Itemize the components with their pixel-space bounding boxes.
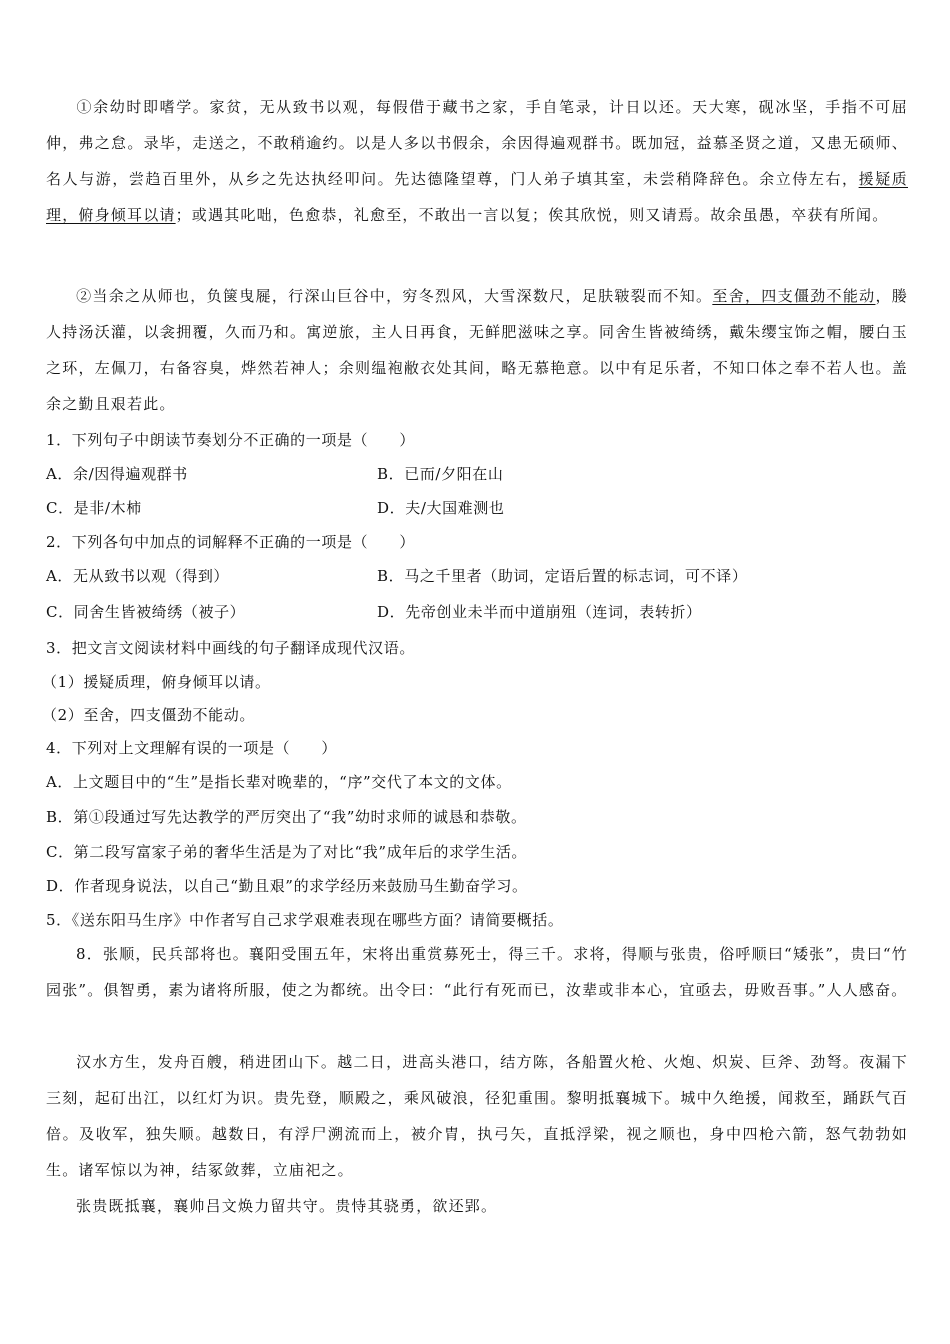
- question-4-option-a: A．上文题目中的“生”是指长辈对晚辈的，“序”交代了本文的文体。: [46, 773, 512, 791]
- question-2-option-a: A．无从致书以观（得到）: [46, 567, 230, 585]
- question-1-option-b: B．已而/夕阳在山: [377, 465, 504, 483]
- question-3-sentence-1: （1）援疑质理，俯身倾耳以请。: [42, 673, 271, 691]
- passage2-paragraph2-text: 汉水方生，发舟百艘，稍进团山下。越二日，进高头港口，结方陈，各船置火枪、火炮、炽炭、巨斧、劲弩。夜漏下三刻，起矴出江，以红灯为识。贵先登，顺殿之，乘风破浪，径犯重围。黎明抵襄城下。城中久绝援，闻救至，踊跃气百倍。及收军，独失顺。越数日，有浮尸溯流而上，被介胄，执弓矢，直抵浮梁，视之顺也，身中四枪六箭，怒气勃勃如生。诸军惊以为神，结冢敛葬，立庙祀之。: [46, 1053, 908, 1179]
- passage2-paragraph2: [46, 1044, 908, 1188]
- passage1-paragraph1-text-end: ；或遇其叱咄，色愈恭，礼愈至，不敢出一言以复；俟其欣悦，则又请焉。故余虽愚，卒获有所闻。: [175, 206, 889, 224]
- passage1-paragraph2: [46, 278, 908, 422]
- question-2-option-b: B．马之千里者（助词，定语后置的标志词，可不译）: [377, 567, 748, 585]
- question-3-stem: 3．把文言文阅读材料中画线的句子翻译成现代汉语。: [46, 639, 415, 657]
- passage2-paragraph1-text: 8．张顺，民兵部将也。襄阳受围五年，宋将出重赏募死士，得三千。求将，得顺与张贵，俗呼顺曰“矮张”，贵曰“竹园张”。俱智勇，素为诸将所服，使之为都统。出令曰：“此行有死而已，汝辈或非本心，宜亟去，毋败吾事。”人人感奋。: [46, 945, 908, 999]
- question-1-option-d: D．夫/大国难测也: [377, 499, 505, 517]
- passage1-paragraph1-text: ①余幼时即嗜学。家贫，无从致书以观，每假借于藏书之家，手自笔录，计日以还。天大寒，砚冰坚，手指不可屈伸，弗之怠。录毕，走送之，不敢稍逾约。以是人多以书假余，余因得遍观群书。既加冠，益慕圣贤之道，又患无硕师、名人与游，尝趋百里外，从乡之先达执经叩问。先达德隆望尊，门人弟子填其室，未尝稍降辞色。余立侍左右，: [46, 98, 908, 188]
- question-1-option-c: C．是非/木柿: [46, 499, 142, 517]
- question-4-option-d: D．作者现身说法，以自己“勤且艰”的求学经历来鼓励马生勤奋学习。: [46, 877, 528, 895]
- question-1-option-a: A．余/因得遍观群书: [46, 465, 188, 483]
- underlined-sentence-1: 援疑质理，俯身倾耳以请: [46, 170, 908, 224]
- passage2-paragraph3: [46, 1188, 908, 1224]
- question-4-option-c: C．第二段写富家子弟的奢华生活是为了对比“我”成年后的求学生活。: [46, 843, 528, 861]
- passage2-paragraph1: [46, 936, 908, 1008]
- passage1-paragraph2-text: ②当余之从师也，负箧曳屣，行深山巨谷中，穷冬烈风，大雪深数尺，足肤皲裂而不知。: [76, 287, 713, 305]
- question-2-stem: 2．下列各句中加点的词解释不正确的一项是（ ）: [46, 533, 415, 551]
- passage1-paragraph2-text-end: ，媵人持汤沃灌，以衾拥覆，久而乃和。寓逆旅，主人日再食，无鲜肥滋味之享。同舍生皆被绮绣，戴朱缨宝饰之帽，腰白玉之环，左佩刀，右备容臭，烨然若神人；余则缊袍敝衣处其间，略无慕艳意。以中有足乐者，不知口体之奉不若人也。盖余之勤且艰若此。: [46, 287, 908, 413]
- passage1-paragraph1: [46, 89, 908, 233]
- question-1-stem: 1．下列句子中朗读节奏划分不正确的一项是（ ）: [46, 431, 415, 449]
- question-5-stem: 5．《送东阳马生序》中作者写自己求学艰难表现在哪些方面？请简要概括。: [46, 911, 564, 929]
- passage2-paragraph3-text: 张贵既抵襄，襄帅吕文焕力留共守。贵恃其骁勇，欲还郢。: [76, 1197, 498, 1215]
- underlined-sentence-2: 至舍，四支僵劲不能动: [712, 287, 876, 305]
- question-4-option-b: B．第①段通过写先达教学的严厉突出了“我”幼时求师的诚恳和恭敬。: [46, 808, 527, 826]
- question-2-option-c: C．同舍生皆被绮绣（被子）: [46, 603, 246, 621]
- question-2-option-d: D．先帝创业未半而中道崩殂（连词，表转折）: [377, 603, 702, 621]
- question-3-sentence-2: （2）至舍，四支僵劲不能动。: [42, 706, 255, 724]
- question-4-stem: 4．下列对上文理解有误的一项是（ ）: [46, 739, 337, 757]
